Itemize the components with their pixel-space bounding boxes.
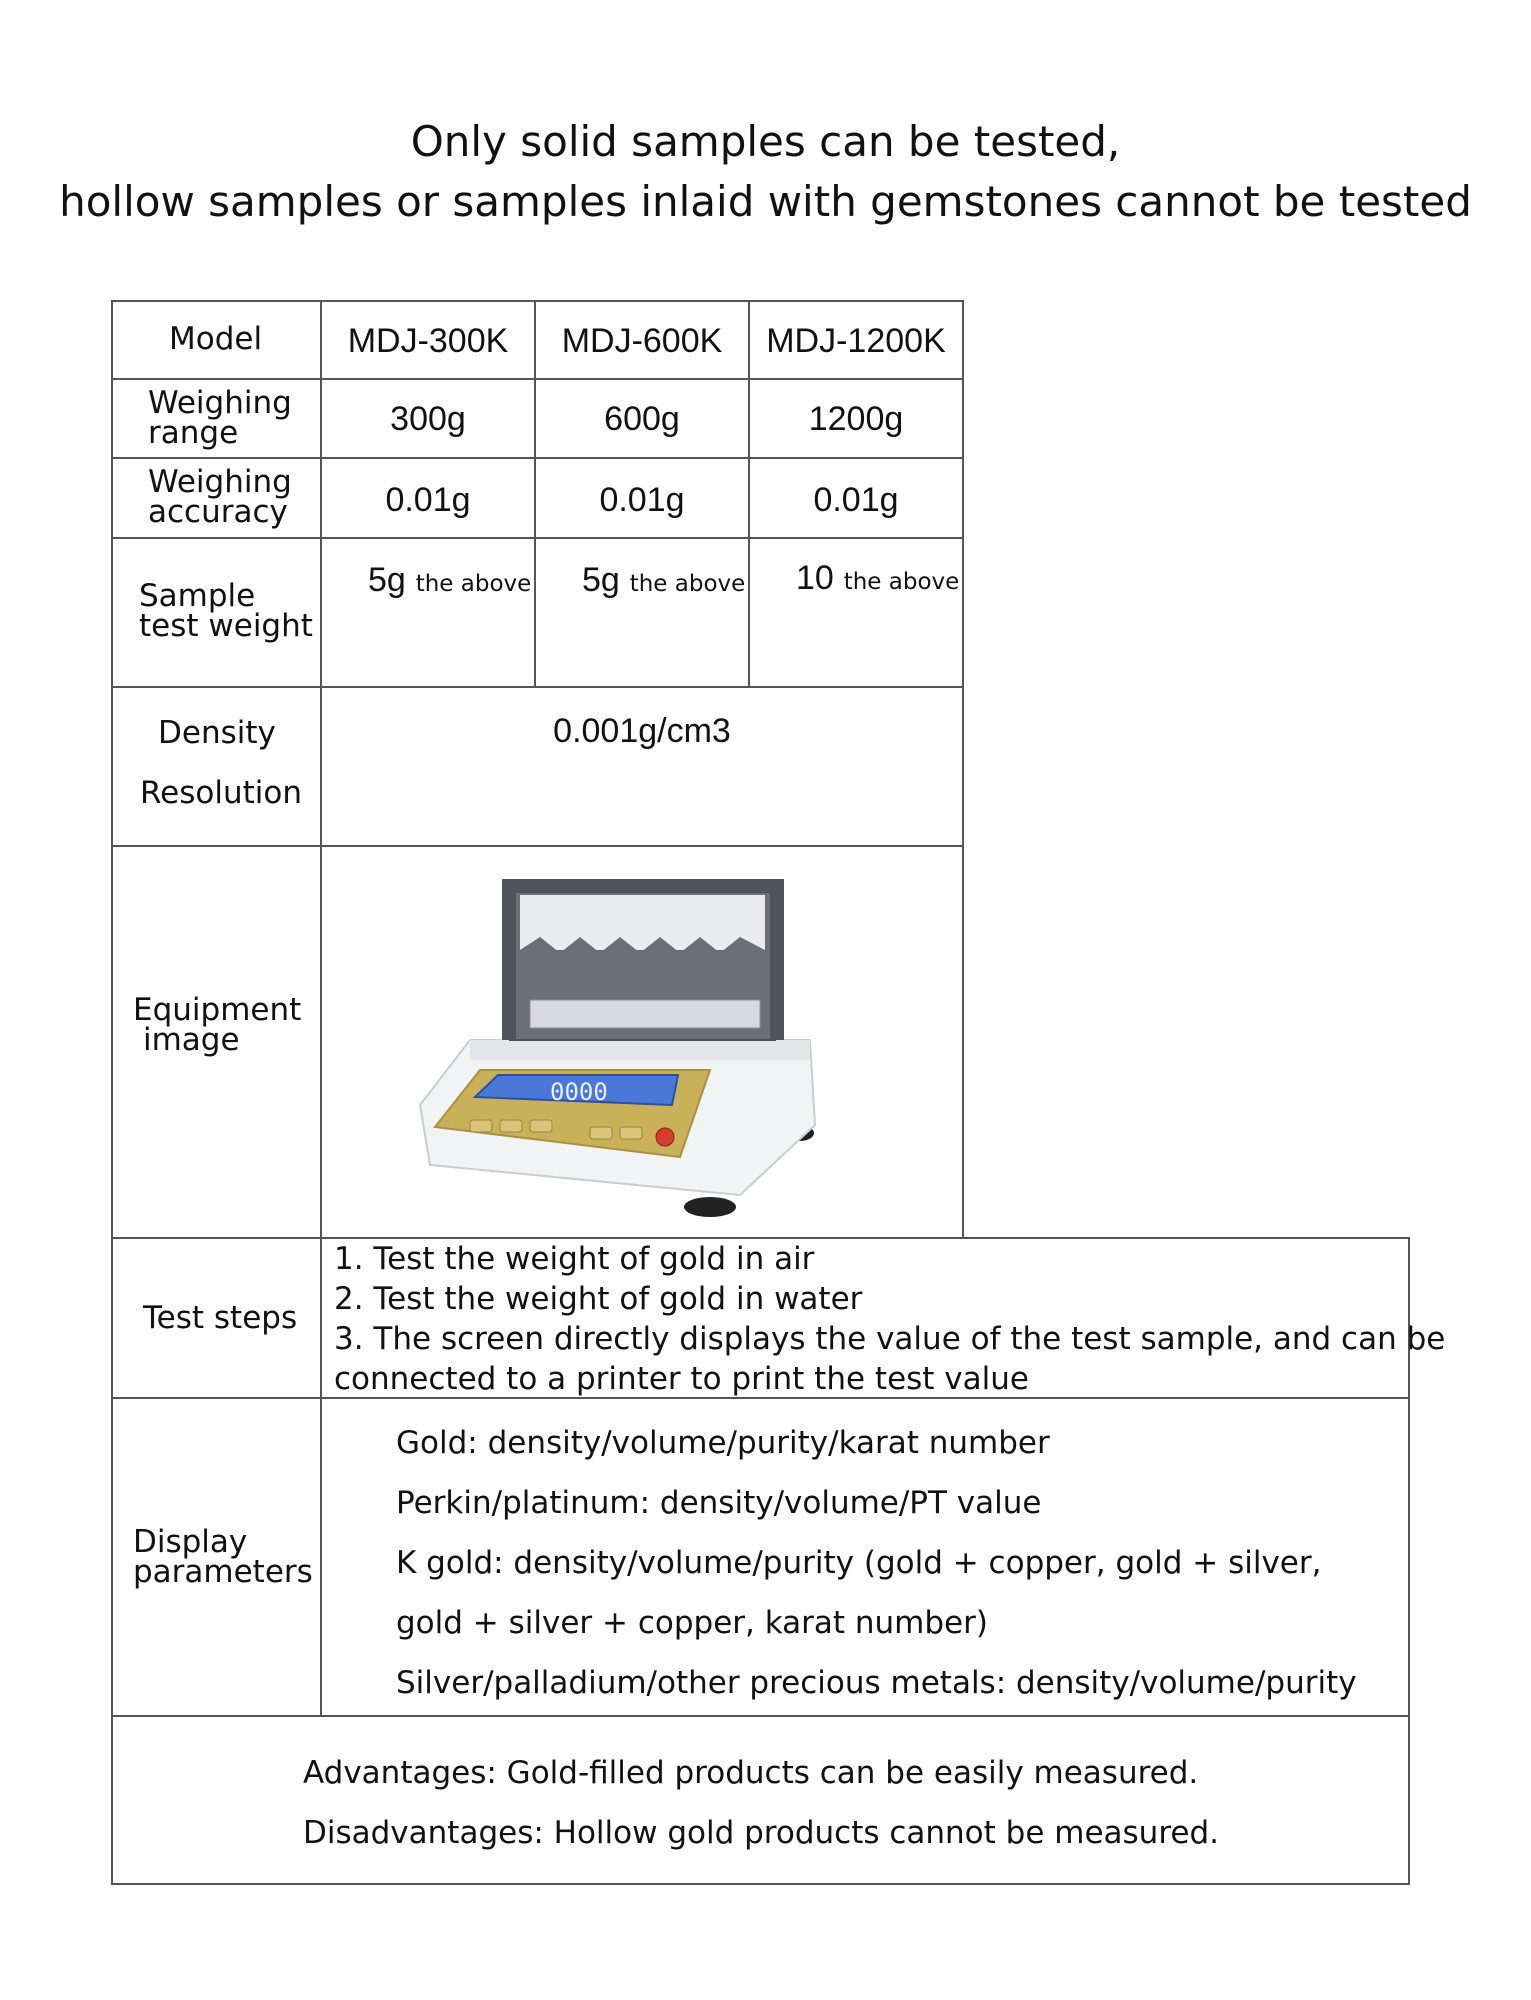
model-1200-value: MDJ-1200K [766,322,946,360]
model-300-value: MDJ-300K [347,322,509,360]
test-steps-label-cell [111,1237,322,1399]
balance-base-top [470,1040,810,1060]
density-balance-illustration [410,865,830,1225]
display-params-cell [320,1397,1410,1717]
accuracy-300-value: 0.01g [385,481,471,519]
display-param-silver: Silver/palladium/other precious metals: density/volume/purity [396,1665,1357,1701]
sample-weight-label-1: Sample [139,578,256,614]
cage-top-rail [502,879,784,893]
weighing-range-label-1: Weighing [148,385,292,421]
model-600-cell [534,300,750,380]
sample-1200-num: 10 [796,559,834,597]
test-steps-cell [320,1237,1446,1399]
weighing-accuracy-label-1: Weighing [148,464,292,500]
panel-button-5 [620,1127,642,1139]
sample-1200-cell [748,537,964,688]
model-label-cell [111,300,322,380]
header-line-1: Only solid samples can be tested, [410,117,1121,166]
header-line-2: hollow samples or samples inlaid with gemstones cannot be tested [59,177,1472,226]
range-300-cell [320,378,536,459]
range-600-value: 600g [604,400,680,438]
panel-button-1 [470,1120,492,1132]
display-param-kgold: K gold: density/volume/purity (gold + copper, gold + silver, [396,1545,1322,1581]
footer-cell [111,1715,1410,1885]
disadvantages-text: Disadvantages: Hollow gold products cannot be measured. [303,1815,1219,1851]
cage-water-tray [530,1000,760,1028]
display-params-label-cell [111,1397,322,1717]
sample-300-cell [320,537,536,688]
weighing-accuracy-label-2: accuracy [148,494,288,530]
sample-600-cell [534,537,750,688]
sample-1200-value [796,559,959,598]
sample-weight-label-2: test weight [139,608,313,644]
density-label-2: Resolution [140,775,302,811]
test-step-3-cont: connected to a printer to print the test value [334,1361,1029,1397]
display-param-kgold-cont: gold + silver + copper, karat number) [396,1605,988,1641]
sample-300-value [368,561,531,600]
accuracy-1200-value: 0.01g [813,481,899,519]
equipment-label-cell [111,845,322,1239]
test-step-2: 2. Test the weight of gold in water [334,1281,863,1317]
range-1200-value: 1200g [808,400,904,438]
sample-300-suffix: the above [415,571,532,597]
equipment-label-2: image [143,1022,240,1058]
density-label-1: Density [158,715,276,751]
sample-600-value [582,561,745,600]
test-step-3: 3. The screen directly displays the value of the test sample, and can be [334,1321,1446,1357]
cage-top-window [520,895,765,950]
model-label: Model [169,321,263,357]
weighing-range-label-cell [111,378,322,459]
equipment-label-1: Equipment [133,992,302,1028]
accuracy-600-cell [534,457,750,539]
test-step-1: 1. Test the weight of gold in air [334,1241,815,1277]
range-1200-cell [748,378,964,459]
sample-300-num: 5g [368,561,406,599]
model-1200-cell [748,300,964,380]
sample-1200-suffix: the above [843,569,960,595]
model-600-value: MDJ-600K [561,322,723,360]
sample-600-num: 5g [582,561,620,599]
weighing-accuracy-label-cell [111,457,322,539]
balance-foot-front [684,1197,736,1217]
accuracy-300-cell [320,457,536,539]
model-300-cell [320,300,536,380]
accuracy-1200-cell [748,457,964,539]
display-params-label-2: parameters [133,1554,313,1590]
accuracy-600-value: 0.01g [599,481,685,519]
range-600-cell [534,378,750,459]
advantages-text: Advantages: Gold-filled products can be easily measured. [303,1755,1199,1791]
display-params-label-1: Display [133,1524,248,1560]
sample-600-suffix: the above [629,571,746,597]
density-value: 0.001g/cm3 [553,712,731,750]
density-value-cell [320,686,964,847]
display-param-gold: Gold: density/volume/purity/karat number [396,1425,1050,1461]
cage-left-post [502,893,516,1040]
density-label-cell [111,686,322,847]
panel-button-2 [500,1120,522,1132]
range-300-value: 300g [390,400,466,438]
weighing-range-label-2: range [148,415,239,451]
display-param-platinum: Perkin/platinum: density/volume/PT value [396,1485,1042,1521]
panel-button-4 [590,1127,612,1139]
cage-right-post [770,893,784,1040]
sample-weight-label-cell [111,537,322,688]
lcd-digits: 0000 [550,1078,608,1106]
panel-button-3 [530,1120,552,1132]
power-button [656,1128,674,1146]
test-steps-label: Test steps [143,1300,298,1336]
